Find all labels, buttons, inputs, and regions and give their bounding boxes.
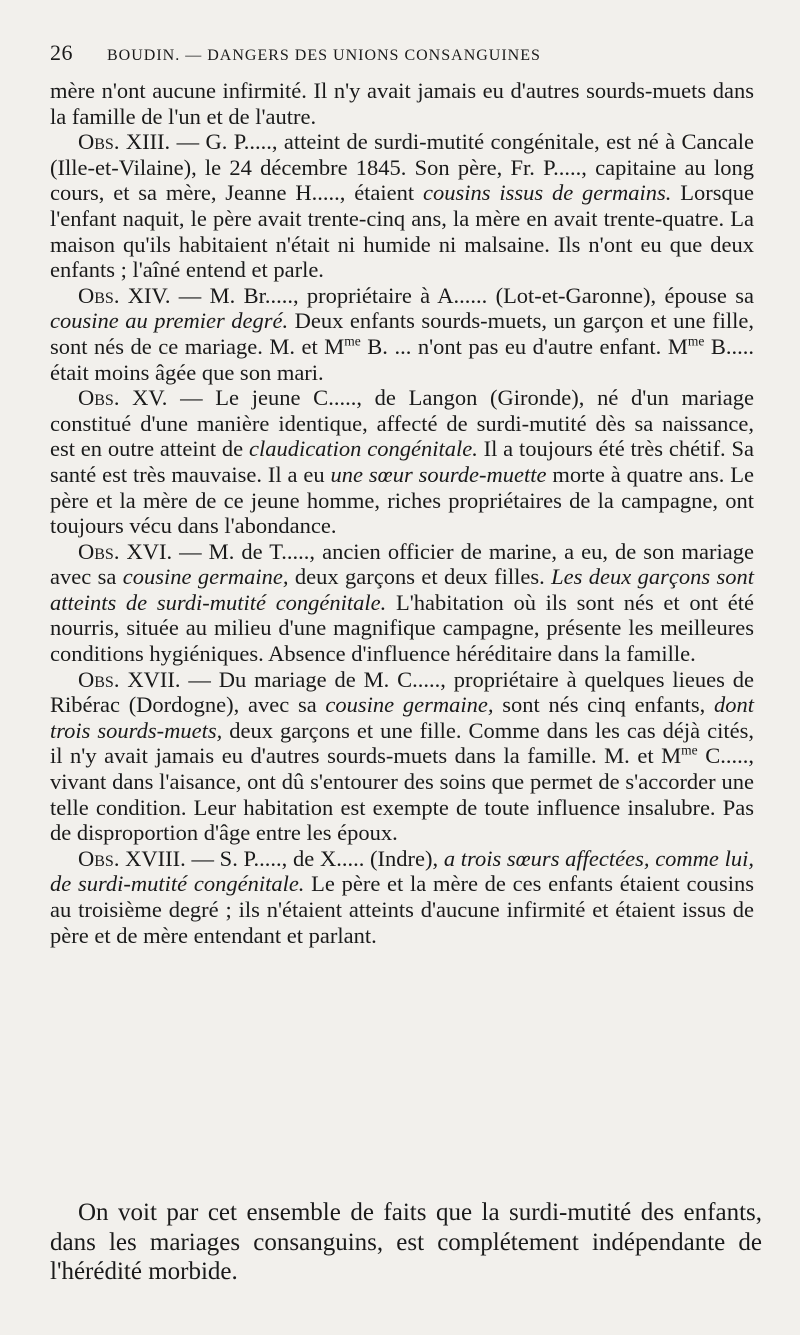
text-run: L'habitation où ils sont nés et ont été nourris, située au milieu d'une magnifique campagne, présente les meilleures conditions hygiéniques. Absence d'influence héréditaire dans la famille. [50, 589, 755, 667]
text-run: — M. Br....., propriétaire à A...... (Lot-et-Garonne), épouse sa [170, 282, 754, 308]
text-run: deux garçons et deux filles. [288, 564, 552, 590]
observation-label: Obs. XVI. [78, 538, 173, 564]
superscript: me [344, 333, 361, 349]
text-run: — M. de T....., ancien officier de marine, a eu, de son mariage avec sa [50, 538, 755, 590]
text-run: — S. P....., de X..... (Indre), [185, 845, 444, 871]
text-run: — G. P....., atteint de surdi-mutité congénitale, est né à Cancale (Ille-et-Vilaine), le 24 décembre 1845. Son père, Fr. P....., capitaine au long cours, et sa mère, Jeanne H....., étaient [50, 129, 755, 206]
text-run: mère n'ont aucune infirmité. Il n'y avait jamais eu d'autres sourds-muets dans la famille de l'un et de l'autre. [50, 78, 754, 129]
italic-text: cousine germaine, [122, 564, 289, 590]
page-number: 26 [50, 40, 73, 65]
text-run: Lorsque l'enfant naquit, le père avait trente-cinq ans, la mère en avait trente-quatre. La maison qu'ils habitaient n'était ni humide ni malsaine. Ils n'ont eu que deux enfants ; l'aîné entend et parle. [50, 180, 754, 283]
running-head [50, 40, 750, 66]
italic-text: cousins issus de germains. [423, 180, 672, 206]
observation-label: Obs. XIV. [78, 282, 171, 308]
running-title: BOUDIN. — DANGERS DES UNIONS CONSANGUINES [107, 47, 541, 64]
italic-text: une sœur sourde-muette [330, 461, 547, 487]
text-run: — Du mariage de M. C....., propriétaire à quelques lieues de Ribérac (Dordogne), avec sa [50, 666, 754, 718]
observation-paragraph-obs16 [50, 539, 754, 667]
text-run: B. ... n'ont pas eu d'autre enfant. M [360, 333, 688, 359]
text-run: sont nés cinq enfants, [493, 692, 714, 718]
italic-text: a trois sœurs affectées, comme lui, de surdi-mutité congénitale. [50, 845, 755, 897]
text-paragraph [50, 78, 754, 129]
conclusion-paragraph: On voit par cet ensemble de faits que la surdi-mutité des enfants, dans les mariages consanguins, est complétement indépendante de l'hérédité morbide. [50, 1199, 762, 1285]
text-run: Il a toujours été très chétif. Sa santé est très mauvaise. Il a eu [50, 436, 754, 487]
observation-label: Obs. XIII. [78, 129, 171, 155]
italic-text: dont trois sourds-muets, [50, 692, 754, 743]
italic-text: claudication congénitale. [248, 436, 478, 462]
observation-paragraph-obs18 [50, 846, 754, 948]
observation-label: Obs. XVIII. [78, 845, 186, 871]
text-run: — Le jeune C....., de Langon (Gironde), né d'un mariage constitué d'une manière identique, affecté de surdi-mutité dès sa naissance, est en outre atteint de [50, 385, 755, 462]
superscript: me [687, 333, 705, 349]
text-run: deux garçons et une fille. Comme dans les cas déjà cités, il n'y avait jamais eu d'autres sourds-muets dans la famille. M. et M [50, 717, 754, 769]
observation-paragraph-obs14 [50, 283, 754, 385]
text-run: Le père et la mère de ces enfants étaient cousins au troisième degré ; ils n'étaient atteints d'aucune infirmité et étaient issus de père et de mère entendant et parlant. [50, 871, 754, 948]
observation-paragraph-obs17 [50, 667, 754, 846]
observation-paragraph-obs13 [50, 129, 754, 283]
italic-text: cousine germaine, [325, 692, 494, 718]
observation-label: Obs. XV. [78, 385, 168, 411]
italic-text: Les deux garçons sont atteints de surdi-mutité congénitale. [50, 564, 754, 615]
text-run: Deux enfants sourds-muets, un garçon et une fille, sont nés de ce mariage. M. et M [50, 308, 754, 359]
italic-text: cousine au premier degré. [50, 308, 289, 334]
text-run: C....., vivant dans l'aisance, ont dû s'entourer des soins que permet de s'accorder une telle condition. Leur habitation est exempte de toute influence insalubre. Pas de disproportion d'âge entre les époux. [50, 743, 754, 846]
text-run: B..... était moins âgée que son mari. [50, 333, 754, 385]
observation-label: Obs. XVII. [78, 666, 181, 692]
body-text [50, 78, 754, 948]
observation-paragraph-obs15 [50, 385, 754, 539]
superscript: me [681, 742, 698, 758]
text-run: morte à quatre ans. Le père et la mère de ce jeune homme, riches propriétaires de la campagne, ont toujours vécu dans l'abondance. [50, 461, 754, 539]
